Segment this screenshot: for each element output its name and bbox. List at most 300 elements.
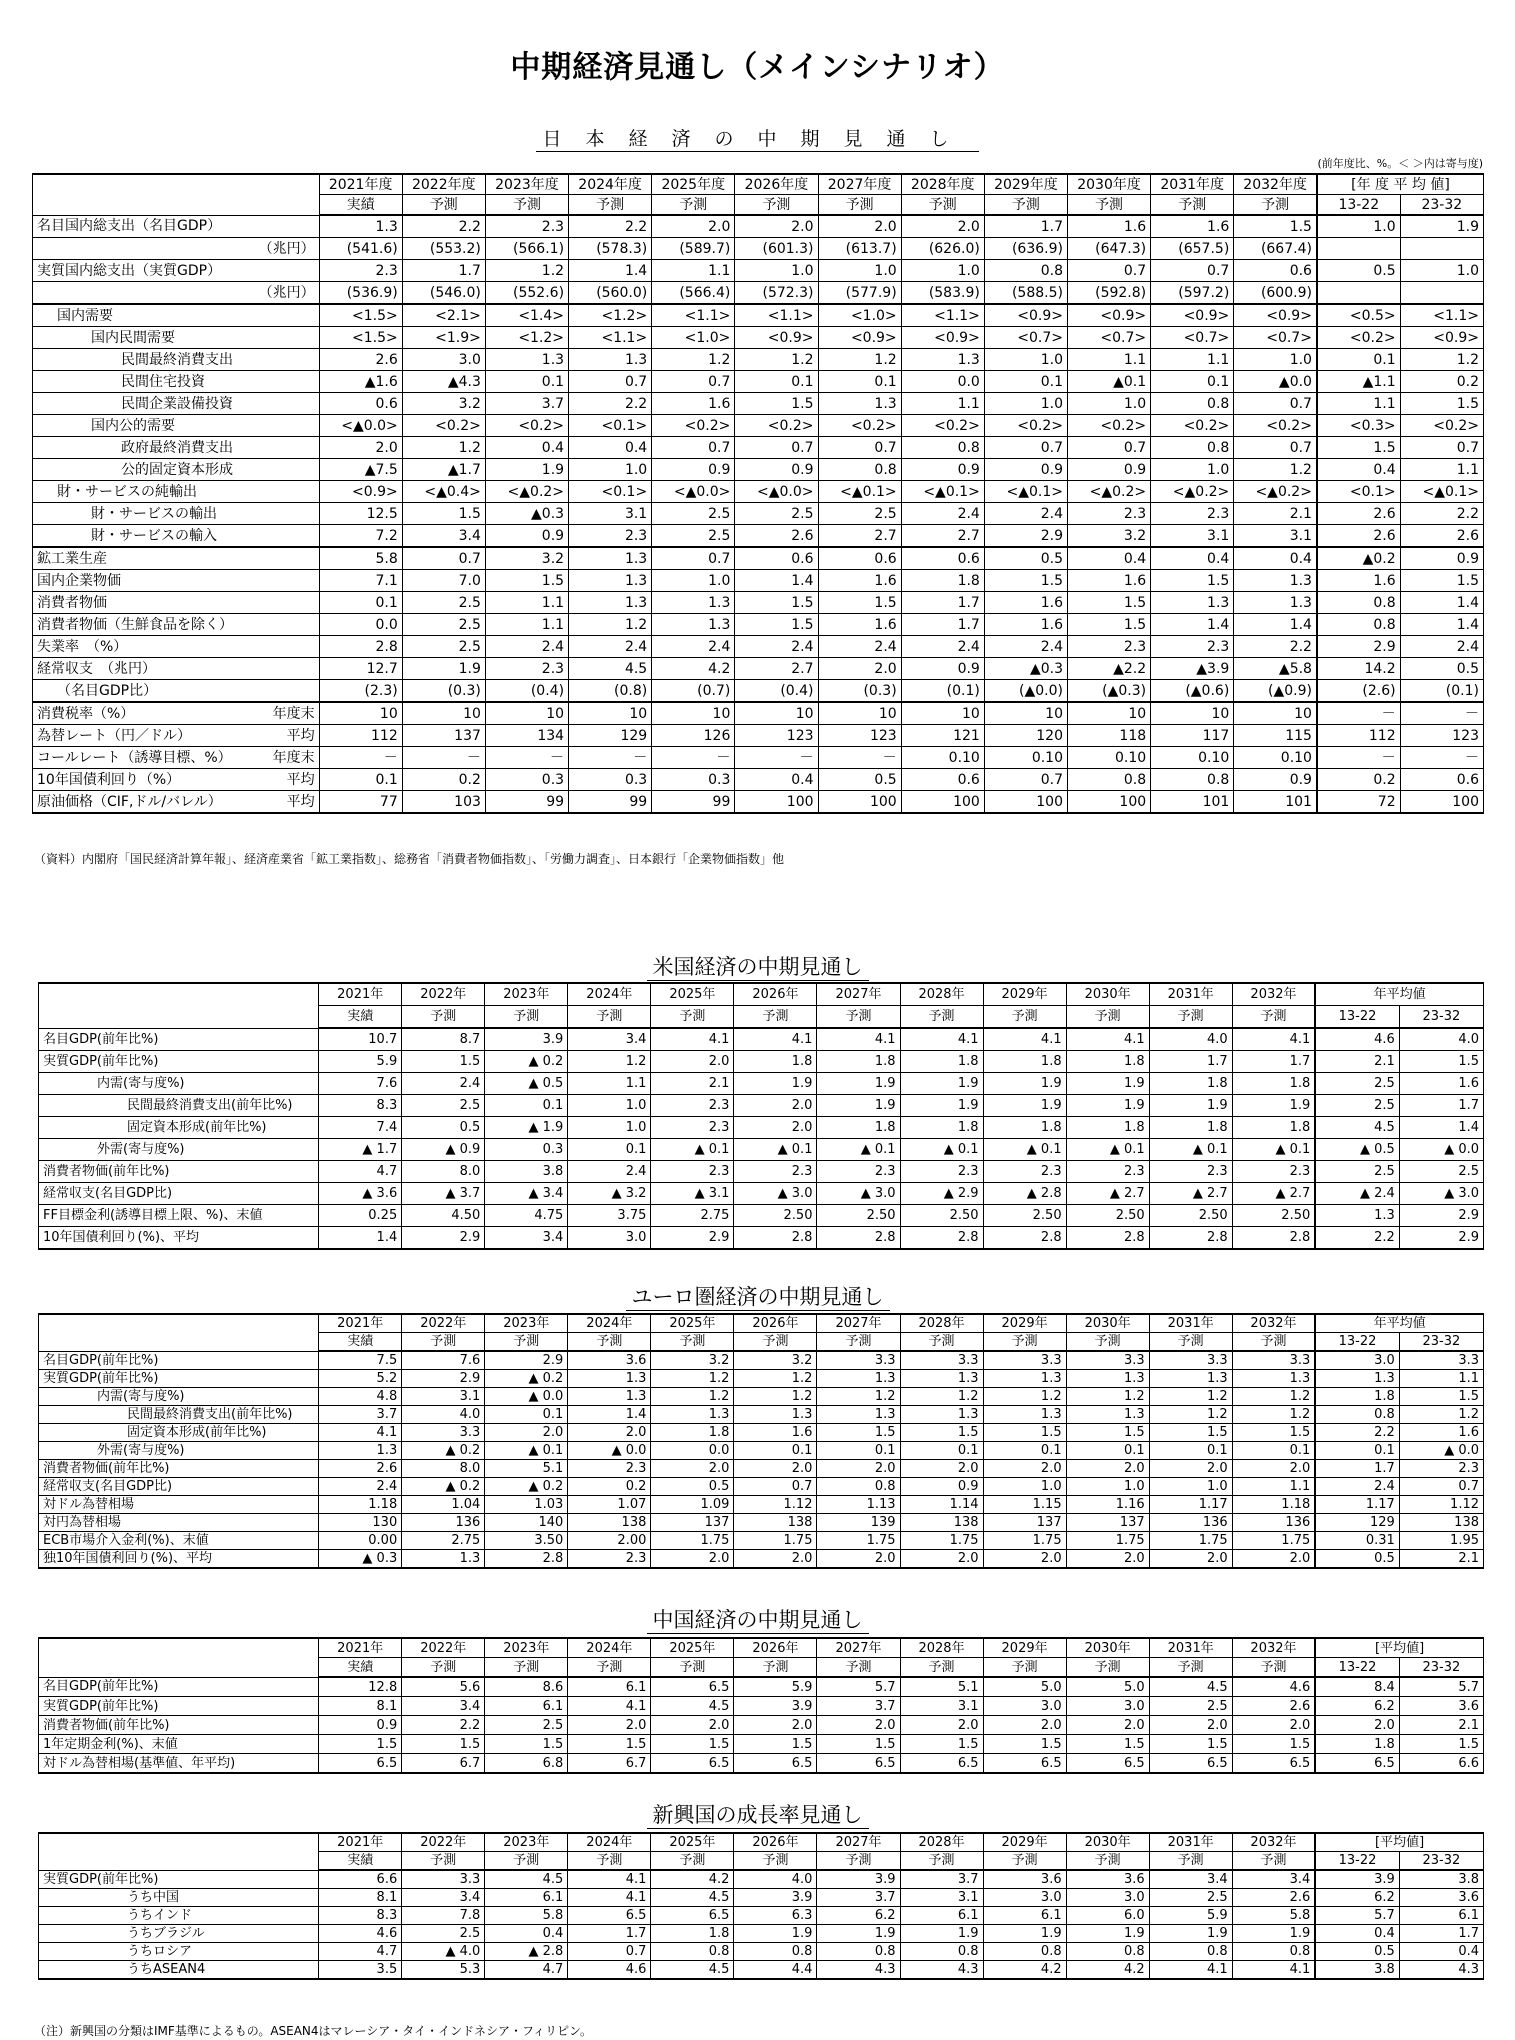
value-cell: 4.2: [1066, 1961, 1149, 1980]
header-year: 2031年: [1149, 1833, 1232, 1852]
row-label: 内需(寄与度%): [39, 1388, 319, 1406]
value-cell: 0.6: [1234, 260, 1317, 282]
value-cell: 4.0: [402, 1406, 485, 1424]
value-cell: 0.31: [1315, 1532, 1399, 1550]
value-cell: 10: [901, 702, 984, 725]
value-cell: 1.2: [1232, 1406, 1315, 1424]
value-cell: 2.0: [983, 1460, 1066, 1478]
row-label: 外需(寄与度%): [39, 1139, 319, 1161]
header-kind: 予測: [817, 1852, 900, 1871]
value-cell: 1.3: [319, 1442, 402, 1460]
value-cell: 3.2: [485, 547, 568, 570]
header-kind: 予測: [485, 1333, 568, 1352]
value-cell: <0.2>: [1400, 415, 1483, 437]
value-cell: (0.4): [735, 680, 818, 703]
value-cell: 1.8: [1066, 1117, 1149, 1139]
value-cell: 1.9: [983, 1925, 1066, 1943]
table-row: [39, 1697, 1484, 1716]
value-cell: 0.2: [568, 1478, 651, 1496]
header-year: 2031年: [1149, 1638, 1232, 1658]
value-cell: 1.5: [651, 1735, 734, 1754]
value-cell: 1.0: [1234, 349, 1317, 371]
value-cell: 1.7: [402, 260, 485, 282]
value-cell: <0.2>: [652, 415, 735, 437]
value-cell: ▲ 3.0: [1399, 1183, 1483, 1205]
value-cell: <0.2>: [402, 415, 485, 437]
value-cell: (560.0): [569, 282, 652, 305]
row-label-text: 10年国債利回り（%）: [37, 771, 181, 788]
value-cell: 5.2: [319, 1370, 402, 1388]
value-cell: 1.3: [569, 592, 652, 614]
value-cell: 2.2: [1315, 1424, 1399, 1442]
value-cell: ▲ 0.2: [485, 1370, 568, 1388]
value-cell: 1.5: [1399, 1051, 1483, 1073]
row-label: [33, 282, 320, 305]
value-cell: <1.5>: [319, 327, 402, 349]
row-label-unit: （兆円）: [258, 240, 315, 257]
value-cell: 0.8: [1317, 592, 1400, 614]
value-cell: 2.0: [900, 1550, 983, 1569]
value-cell: 0.9: [901, 459, 984, 481]
value-cell: 1.5: [1149, 1735, 1232, 1754]
value-cell: 1.3: [900, 1406, 983, 1424]
value-cell: 1.6: [1067, 570, 1150, 592]
header-year: 2028年: [900, 1638, 983, 1658]
value-cell: (0.3): [402, 680, 485, 703]
value-cell: 2.2: [402, 1716, 485, 1735]
value-cell: <0.9>: [1234, 304, 1317, 327]
value-cell: <0.2>: [735, 415, 818, 437]
value-cell: 99: [569, 791, 652, 814]
value-cell: 2.4: [1315, 1478, 1399, 1496]
value-cell: 1.9: [1232, 1095, 1315, 1117]
value-cell: 0.10: [1234, 747, 1317, 769]
value-cell: 0.5: [651, 1478, 734, 1496]
value-cell: (0.1): [1400, 680, 1483, 703]
table-row: [39, 1907, 1484, 1925]
value-cell: 2.5: [652, 503, 735, 525]
row-label: 失業率 （%）: [33, 636, 320, 658]
header-year: 2024年度: [569, 174, 652, 195]
value-cell: 4.6: [1315, 1028, 1399, 1051]
value-cell: <0.1>: [569, 415, 652, 437]
table-row: [33, 680, 1484, 703]
value-cell: 0.25: [319, 1205, 402, 1227]
value-cell: 0.4: [1399, 1943, 1483, 1961]
value-cell: (▲0.3): [1067, 680, 1150, 703]
header-kind: 予測: [734, 1852, 817, 1871]
value-cell: 100: [735, 791, 818, 814]
value-cell: 3.6: [1066, 1870, 1149, 1889]
value-cell: 112: [319, 725, 402, 747]
value-cell: 1.2: [568, 1051, 651, 1073]
value-cell: 1.13: [817, 1496, 900, 1514]
value-cell: 1.3: [402, 1550, 485, 1569]
value-cell: 1.6: [1151, 215, 1234, 238]
value-cell: 6.5: [734, 1754, 817, 1774]
value-cell: 6.2: [1315, 1889, 1399, 1907]
value-cell: 1.3: [1066, 1406, 1149, 1424]
value-cell: 3.4: [485, 1227, 568, 1250]
header-average-period: 23-32: [1400, 195, 1483, 216]
value-cell: 1.8: [900, 1051, 983, 1073]
value-cell: 2.5: [402, 1095, 485, 1117]
value-cell: 2.8: [319, 636, 402, 658]
value-cell: 6.6: [319, 1870, 402, 1889]
value-cell: 1.7: [901, 614, 984, 636]
header-year: 2023年度: [485, 174, 568, 195]
value-cell: 2.9: [651, 1227, 734, 1250]
value-cell: 77: [319, 791, 402, 814]
value-cell: 2.5: [652, 525, 735, 548]
value-cell: 1.2: [652, 349, 735, 371]
header-year: 2023年: [485, 983, 568, 1006]
value-cell: 1.8: [1232, 1073, 1315, 1095]
value-cell: <▲0.0>: [735, 481, 818, 503]
value-cell: 2.3: [1232, 1161, 1315, 1183]
header-year: 2029年: [983, 1833, 1066, 1852]
header-kind: 予測: [568, 1852, 651, 1871]
value-cell: 1.5: [817, 1424, 900, 1442]
value-cell: 1.0: [652, 570, 735, 592]
value-cell: 0.9: [735, 459, 818, 481]
header-average: [平均値]: [1315, 1638, 1483, 1658]
value-cell: 2.3: [651, 1095, 734, 1117]
value-cell: 2.6: [1400, 525, 1483, 548]
header-kind: 予測: [402, 1852, 485, 1871]
value-cell: 3.6: [983, 1870, 1066, 1889]
value-cell: －: [652, 747, 735, 769]
header-year: 2029年度: [984, 174, 1067, 195]
row-label: 外需(寄与度%): [39, 1442, 319, 1460]
value-cell: <0.2>: [485, 415, 568, 437]
value-cell: 2.3: [734, 1161, 817, 1183]
value-cell: (572.3): [735, 282, 818, 305]
value-cell: 1.0: [901, 260, 984, 282]
value-cell: 136: [1232, 1514, 1315, 1532]
value-cell: 2.8: [983, 1227, 1066, 1250]
value-cell: ▲ 0.1: [983, 1139, 1066, 1161]
value-cell: 5.8: [1232, 1907, 1315, 1925]
value-cell: 1.5: [1066, 1735, 1149, 1754]
table-row: [33, 636, 1484, 658]
value-cell: 5.8: [319, 547, 402, 570]
table-row: [33, 238, 1484, 260]
value-cell: <1.0>: [652, 327, 735, 349]
value-cell: 4.7: [485, 1961, 568, 1980]
value-cell: 5.7: [1315, 1907, 1399, 1925]
value-cell: 2.9: [402, 1370, 485, 1388]
value-cell: 2.2: [569, 393, 652, 415]
header-year: 2024年: [568, 1833, 651, 1852]
header-year: 2024年: [568, 1314, 651, 1333]
row-label: [33, 238, 320, 260]
table-row: [33, 614, 1484, 636]
value-cell: 7.6: [402, 1351, 485, 1370]
value-cell: 2.9: [485, 1351, 568, 1370]
value-cell: 0.8: [984, 260, 1067, 282]
value-cell: 7.1: [319, 570, 402, 592]
value-cell: 2.0: [651, 1460, 734, 1478]
header-year: 2025年: [651, 1833, 734, 1852]
header-kind: 予測: [402, 1333, 485, 1352]
value-cell: 3.6: [1399, 1889, 1483, 1907]
value-cell: 1.8: [900, 1117, 983, 1139]
value-cell: (657.5): [1151, 238, 1234, 260]
value-cell: 1.3: [651, 1406, 734, 1424]
value-cell: 118: [1067, 725, 1150, 747]
value-cell: 8.3: [319, 1907, 402, 1925]
value-cell: 0.6: [319, 393, 402, 415]
china-section-title: 中国経済の中期見通し: [0, 1604, 1515, 1634]
value-cell: 2.9: [1399, 1227, 1483, 1250]
header-year: 2022年度: [402, 174, 485, 195]
value-cell: 72: [1317, 791, 1400, 814]
value-cell: 3.9: [734, 1889, 817, 1907]
header-kind: 予測: [485, 1852, 568, 1871]
value-cell: ▲ 0.1: [651, 1139, 734, 1161]
row-label: 鉱工業生産: [33, 547, 320, 570]
value-cell: ▲1.1: [1317, 371, 1400, 393]
header-kind: 予測: [817, 1658, 900, 1678]
value-cell: 1.8: [983, 1117, 1066, 1139]
value-cell: 120: [984, 725, 1067, 747]
row-label: 固定資本形成(前年比%): [39, 1424, 319, 1442]
value-cell: 1.6: [1399, 1073, 1483, 1095]
value-cell: 2.4: [652, 636, 735, 658]
value-cell: <0.3>: [1317, 415, 1400, 437]
value-cell: <0.9>: [901, 327, 984, 349]
table-row: [39, 1442, 1484, 1460]
value-cell: 4.5: [485, 1870, 568, 1889]
euro-section-title: ユーロ圏経済の中期見通し: [0, 1281, 1515, 1311]
value-cell: 8.1: [319, 1697, 402, 1716]
value-cell: 0.7: [734, 1478, 817, 1496]
table-row: [33, 481, 1484, 503]
value-cell: 1.1: [1151, 349, 1234, 371]
header-average-period: 13-22: [1317, 195, 1400, 216]
value-cell: 103: [402, 791, 485, 814]
table-row: [39, 1351, 1484, 1370]
value-cell: 1.16: [1066, 1496, 1149, 1514]
row-label: うちインド: [39, 1907, 319, 1925]
value-cell: ▲ 0.3: [319, 1550, 402, 1569]
value-cell: 0.4: [1315, 1925, 1399, 1943]
value-cell: －: [735, 747, 818, 769]
header-kind: 予測: [734, 1658, 817, 1678]
value-cell: 5.8: [485, 1907, 568, 1925]
value-cell: ▲0.2: [1317, 547, 1400, 570]
value-cell: 6.1: [900, 1907, 983, 1925]
header-year: 2026年: [734, 1638, 817, 1658]
value-cell: ▲ 0.1: [1232, 1139, 1315, 1161]
table-row: [33, 415, 1484, 437]
value-cell: 5.7: [1399, 1677, 1483, 1697]
value-cell: 123: [735, 725, 818, 747]
value-cell: 7.5: [319, 1351, 402, 1370]
value-cell: 1.3: [569, 570, 652, 592]
row-label: 対ドル為替相場: [39, 1496, 319, 1514]
value-cell: 2.6: [1232, 1697, 1315, 1716]
value-cell: <2.1>: [402, 304, 485, 327]
value-cell: 1.3: [817, 1406, 900, 1424]
value-cell: 1.2: [402, 437, 485, 459]
value-cell: 3.1: [402, 1388, 485, 1406]
value-cell: 5.1: [900, 1677, 983, 1697]
row-label: 1年定期金利(%)、末値: [39, 1735, 319, 1754]
value-cell: 0.1: [1066, 1442, 1149, 1460]
value-cell: 5.7: [817, 1677, 900, 1697]
value-cell: ▲ 0.5: [485, 1073, 568, 1095]
row-label: 消費者物価(前年比%): [39, 1161, 319, 1183]
value-cell: 2.5: [402, 636, 485, 658]
table-row: [33, 304, 1484, 327]
value-cell: 4.6: [1232, 1677, 1315, 1697]
value-cell: 1.9: [485, 459, 568, 481]
table-row: [39, 1496, 1484, 1514]
value-cell: 1.1: [1400, 459, 1483, 481]
value-cell: 10: [402, 702, 485, 725]
us-section-title: 米国経済の中期見通し: [0, 951, 1515, 981]
value-cell: 8.1: [319, 1889, 402, 1907]
value-cell: 1.0: [568, 1117, 651, 1139]
header-kind: 予測: [983, 1333, 1066, 1352]
table-row: [33, 547, 1484, 570]
value-cell: 136: [402, 1514, 485, 1532]
value-cell: 6.3: [734, 1907, 817, 1925]
header-kind: 予測: [1066, 1658, 1149, 1678]
value-cell: 2.5: [402, 1925, 485, 1943]
value-cell: 137: [651, 1514, 734, 1532]
value-cell: 1.8: [1315, 1388, 1399, 1406]
header-kind: 実績: [319, 1658, 402, 1678]
row-label: 消費者物価(前年比%): [39, 1460, 319, 1478]
row-label: 名目GDP(前年比%): [39, 1351, 319, 1370]
header-row: [39, 1314, 1484, 1333]
value-cell: 2.3: [900, 1161, 983, 1183]
value-cell: 2.5: [1315, 1073, 1399, 1095]
value-cell: 4.1: [319, 1424, 402, 1442]
row-label-unit: 年度末: [272, 705, 315, 722]
value-cell: 0.3: [652, 769, 735, 791]
value-cell: 2.6: [319, 1460, 402, 1478]
value-cell: 1.9: [900, 1095, 983, 1117]
header-year: 2023年: [485, 1638, 568, 1658]
value-cell: ▲4.3: [402, 371, 485, 393]
value-cell: 6.5: [983, 1754, 1066, 1774]
header-average-period: 13-22: [1315, 1658, 1399, 1678]
value-cell: <1.9>: [402, 327, 485, 349]
header-year: 2029年: [983, 983, 1066, 1006]
header-kind: 予測: [900, 1006, 983, 1029]
value-cell: 0.8: [1151, 437, 1234, 459]
header-year: 2028年度: [901, 174, 984, 195]
header-label-cell: [39, 1314, 319, 1351]
value-cell: ▲ 0.1: [900, 1139, 983, 1161]
value-cell: <1.0>: [818, 304, 901, 327]
value-cell: 4.1: [900, 1028, 983, 1051]
value-cell: 6.6: [1399, 1754, 1483, 1774]
value-cell: <1.1>: [652, 304, 735, 327]
value-cell: 1.2: [485, 260, 568, 282]
value-cell: 2.3: [568, 1550, 651, 1569]
japan-outlook-table: [32, 173, 1484, 814]
value-cell: 100: [1067, 791, 1150, 814]
value-cell: 4.5: [1149, 1677, 1232, 1697]
value-cell: 3.1: [1234, 525, 1317, 548]
value-cell: 0.5: [1315, 1550, 1399, 1569]
header-year: 2032年: [1232, 983, 1315, 1006]
emerging-note: （注）新興国の分類はIMF基準によるもの。ASEAN4はマレーシア・タイ・インドネシア・フィリピン。: [34, 2024, 593, 2038]
header-year: 2031年: [1149, 1314, 1232, 1333]
value-cell: ▲2.2: [1067, 658, 1150, 680]
value-cell: 4.1: [1232, 1028, 1315, 1051]
value-cell: <▲0.2>: [485, 481, 568, 503]
value-cell: 4.75: [485, 1205, 568, 1227]
value-cell: 0.5: [1315, 1943, 1399, 1961]
us-outlook-table: [38, 982, 1484, 1250]
value-cell: 6.5: [651, 1754, 734, 1774]
value-cell: 1.75: [1149, 1532, 1232, 1550]
value-cell: 1.5: [983, 1735, 1066, 1754]
value-cell: 1.5: [1400, 393, 1483, 415]
row-label: 10年国債利回り(%)、平均: [39, 1227, 319, 1250]
value-cell: 3.9: [485, 1028, 568, 1051]
table-row: [33, 592, 1484, 614]
value-cell: 3.4: [402, 525, 485, 548]
value-cell: 137: [983, 1514, 1066, 1532]
value-cell: 0.8: [1151, 393, 1234, 415]
header-kind: 予測: [485, 1658, 568, 1678]
value-cell: 2.3: [319, 260, 402, 282]
value-cell: ▲ 3.4: [485, 1183, 568, 1205]
value-cell: ▲ 0.1: [485, 1442, 568, 1460]
value-cell: 2.0: [817, 1460, 900, 1478]
value-cell: 0.8: [901, 437, 984, 459]
value-cell: 2.1: [651, 1073, 734, 1095]
header-year: 2025年度: [652, 174, 735, 195]
value-cell: 3.6: [1399, 1697, 1483, 1716]
value-cell: <0.9>: [1151, 304, 1234, 327]
header-average: [平均値]: [1315, 1833, 1483, 1852]
value-cell: 1.4: [1400, 592, 1483, 614]
header-year: 2029年: [983, 1638, 1066, 1658]
value-cell: 1.1: [1232, 1478, 1315, 1496]
value-cell: 0.10: [901, 747, 984, 769]
value-cell: 1.6: [1067, 215, 1150, 238]
value-cell: 126: [652, 725, 735, 747]
value-cell: 1.8: [651, 1925, 734, 1943]
value-cell: 4.1: [568, 1697, 651, 1716]
value-cell: 138: [1399, 1514, 1483, 1532]
header-kind: 予測: [569, 195, 652, 216]
value-cell: 6.1: [568, 1677, 651, 1697]
value-cell: 2.0: [1149, 1460, 1232, 1478]
value-cell: 2.3: [1067, 636, 1150, 658]
table-row: [39, 1550, 1484, 1569]
value-cell: 1.6: [818, 570, 901, 592]
value-cell: (2.3): [319, 680, 402, 703]
header-year: 2021年: [319, 983, 402, 1006]
value-cell: <1.1>: [569, 327, 652, 349]
value-cell: 1.3: [568, 1370, 651, 1388]
value-cell: 1.0: [984, 393, 1067, 415]
value-cell: 0.7: [402, 547, 485, 570]
value-cell: 3.4: [402, 1697, 485, 1716]
row-label-unit: 年度末: [272, 749, 315, 766]
value-cell: 0.5: [984, 547, 1067, 570]
value-cell: 1.5: [568, 1735, 651, 1754]
